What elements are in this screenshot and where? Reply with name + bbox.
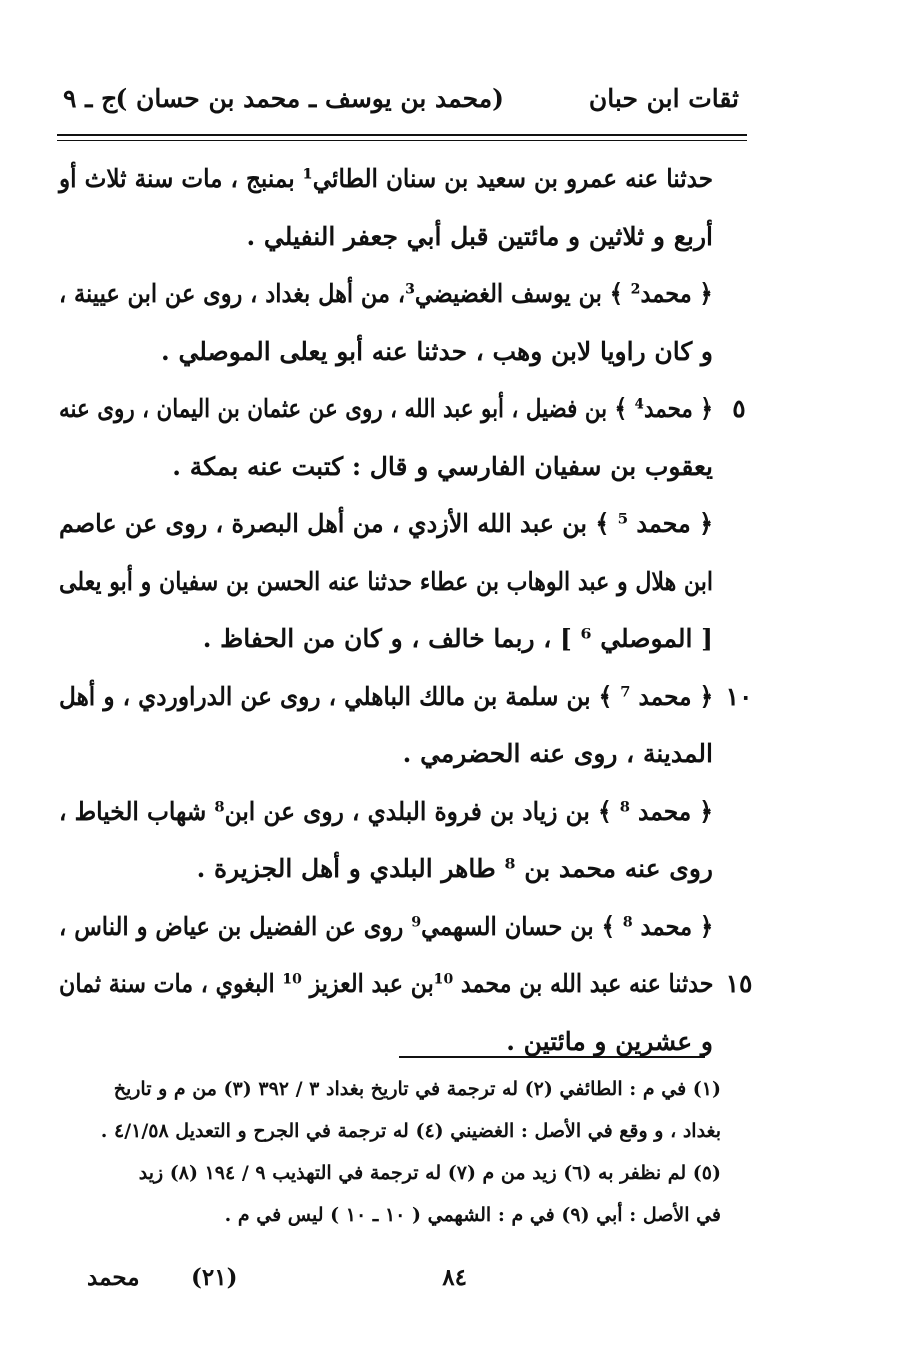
header-book-title: ثقات ابن حبان xyxy=(589,84,740,113)
text-line xyxy=(60,783,750,841)
line-text: حدثنا عنه عمرو بن سعيد بن سنان الطائي¹ بمنبج ، مات سنة ثلاث أو xyxy=(59,164,714,193)
footnote-line: (١) في م : الطائفي (٢) له ترجمة في تاريخ بغداد ٣ / ٣٩٢ (٣) من م و تاريخ xyxy=(114,1078,722,1100)
line-text: ﴿ محمد ⁵ ﴾ بن عبد الله الأزدي ، من أهل البصرة ، روى عن عاصم xyxy=(59,509,714,538)
text-line xyxy=(60,725,750,783)
line-text: المدينة ، روى عنه الحضرمي . xyxy=(403,739,714,768)
text-line xyxy=(60,150,750,208)
line-number: ١٠ xyxy=(726,681,754,711)
text-line xyxy=(60,610,750,668)
line-text: روى عنه محمد بن ⁸ طاهر البلدي و أهل الجزيرة . xyxy=(197,854,714,883)
line-text: و عشرين و مائتين . xyxy=(507,1026,714,1056)
signature-mark: (٢١) xyxy=(192,1264,239,1291)
text-line xyxy=(60,495,750,553)
line-number: ١٥ xyxy=(726,969,754,998)
line-text: حدثنا عنه عبد الله بن محمد ¹⁰بن عبد العزيز ¹⁰ البغوي ، مات سنة ثمان xyxy=(59,969,714,998)
footnote-line: (٥) لم نظفر به (٦) زيد من م (٧) له ترجمة في التهذيب ٩ / ١٩٤ (٨) زيد xyxy=(139,1162,722,1184)
text-line xyxy=(60,1013,750,1071)
page-number: ٨٤ xyxy=(443,1264,468,1291)
text-line xyxy=(60,323,750,381)
text-line xyxy=(60,553,750,611)
text-line xyxy=(59,955,754,1013)
line-text: ﴿ محمد ⁸ ﴾ بن حسان السهمي⁹ روى عن الفضيل بن عياض و الناس ، xyxy=(59,911,714,941)
running-header xyxy=(60,78,740,126)
line-text: ابن هلال و عبد الوهاب بن عطاء حدثنا عنه الحسن بن سفيان و أبو يعلى xyxy=(59,566,714,596)
footnote-line: في الأصل : أبي (٩) في م : الشهمي ( ١٠ ـ ١٠ ) ليس في م . xyxy=(225,1204,722,1226)
footnote-line: بغداد ، و وقع في الأصل : الغضيني (٤) له ترجمة في الجرح و التعديل ٤/١/٥٨ . xyxy=(101,1120,722,1142)
text-line xyxy=(60,265,750,323)
text-line xyxy=(60,438,750,496)
text-line xyxy=(60,380,750,438)
line-text: و كان راويا لابن وهب ، حدثنا عنه أبو يعلى الموصلي . xyxy=(162,336,714,366)
page-footer xyxy=(60,1262,740,1302)
text-line xyxy=(60,840,750,898)
catchword: محمد xyxy=(88,1264,141,1291)
header-rule-thin xyxy=(58,140,748,141)
line-text: ﴿ محمد² ﴾ بن يوسف الغضيضي³، من أهل بغداد ، روى عن ابن عيينة ، xyxy=(60,279,714,308)
line-text: ﴿ محمد ⁷ ﴾ بن سلمة بن مالك الباهلي ، روى عن الدراوردي ، و أهل xyxy=(59,681,714,711)
header-section-title: (محمد بن يوسف ـ محمد بن حسان ) xyxy=(116,84,505,113)
line-number: ٥ xyxy=(733,394,747,423)
line-text: ﴿ محمد⁴ ﴾ بن فضيل ، أبو عبد الله ، روى عن عثمان بن اليمان ، روى عنه xyxy=(60,394,714,423)
line-text: ﴿ محمد ⁸ ﴾ بن زياد بن فروة البلدي ، روى عن ابن⁸ شهاب الخياط ، xyxy=(60,796,714,826)
text-line xyxy=(59,668,754,726)
footnotes xyxy=(62,1068,722,1236)
line-text: [ الموصلي ⁶ ] ، ربما خالف ، و كان من الحفاظ . xyxy=(203,624,714,653)
body-text xyxy=(59,150,754,1070)
text-line xyxy=(60,208,750,266)
footnote-separator xyxy=(400,1056,706,1058)
header-volume: ج ـ ٩ xyxy=(64,84,119,113)
text-line xyxy=(60,898,750,956)
header-rule-thick xyxy=(58,134,748,136)
line-text: يعقوب بن سفيان الفارسي و قال : كتبت عنه بمكة . xyxy=(173,451,714,481)
line-text: أربع و ثلاثين و مائتين قبل أبي جعفر النفيلي . xyxy=(247,221,714,251)
